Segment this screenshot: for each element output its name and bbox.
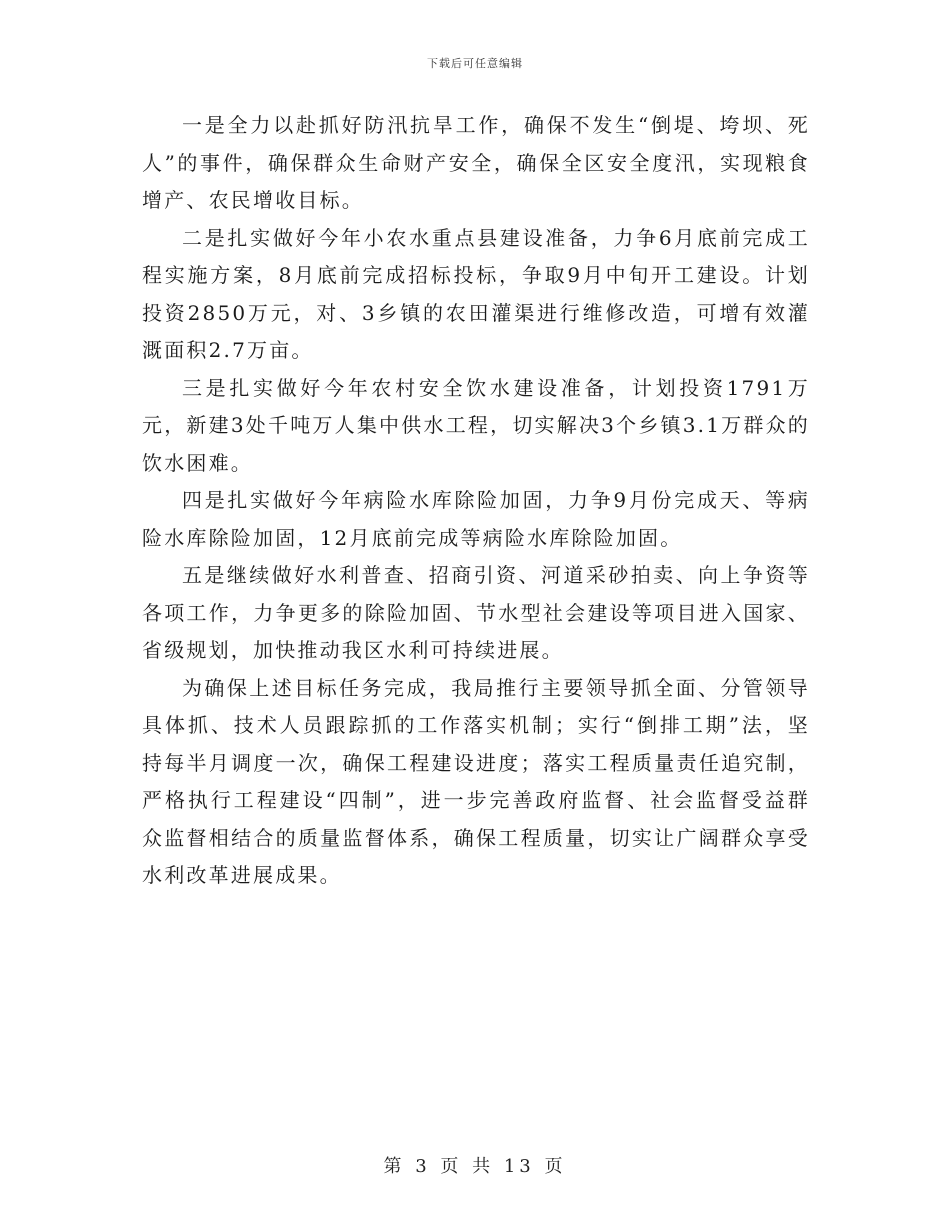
paragraph-1: 一是全力以赴抓好防汛抗旱工作，确保不发生“倒堤、垮坝、死人”的事件，确保群众生命财产安全，确保全区安全度汛，实现粮食增产、农民增收目标。 [142,113,810,212]
page-number-footer: 第 3 页 共 13 页 [383,1156,567,1177]
header-note: 下载后可任意编辑 [427,57,523,70]
paragraph-3: 三是扎实做好今年农村安全饮水建设准备，计划投资1791万元，新建3处千吨万人集中供水工程，切实解决3个乡镇3.1万群众的饮水困难。 [142,375,810,475]
document-body [142,107,810,895]
paragraph-5: 五是继续做好水利普查、招商引资、河道采砂拍卖、向上争资等各项工作，力争更多的除险加固、节水型社会建设等项目进入国家、省级规划，加快推动我区水利可持续进展。 [142,563,810,662]
paragraph-6: 为确保上述目标任务完成，我局推行主要领导抓全面、分管领导具体抓、技术人员跟踪抓的工作落实机制；实行“倒排工期”法，坚持每半月调度一次，确保工程建设进度；落实工程质量责任追究制，严格执行工程建设“四制”，进一步完善政府监督、社会监督受益群众监督相结合的质量监督体系，确保工程质量，切实让广阔群众享受水利改革进展成果。 [142,675,810,887]
paragraph-2: 二是扎实做好今年小农水重点县建设准备，力争6月底前完成工程实施方案，8月底前完成招标投标，争取9月中旬开工建设。计划投资2850万元，对、3乡镇的农田灌渠进行维修改造，可增有效灌溉面积2.7万亩。 [142,225,810,362]
paragraph-4: 四是扎实做好今年病险水库除险加固，力争9月份完成天、等病险水库除险加固，12月底前完成等病险水库除险加固。 [142,488,810,550]
